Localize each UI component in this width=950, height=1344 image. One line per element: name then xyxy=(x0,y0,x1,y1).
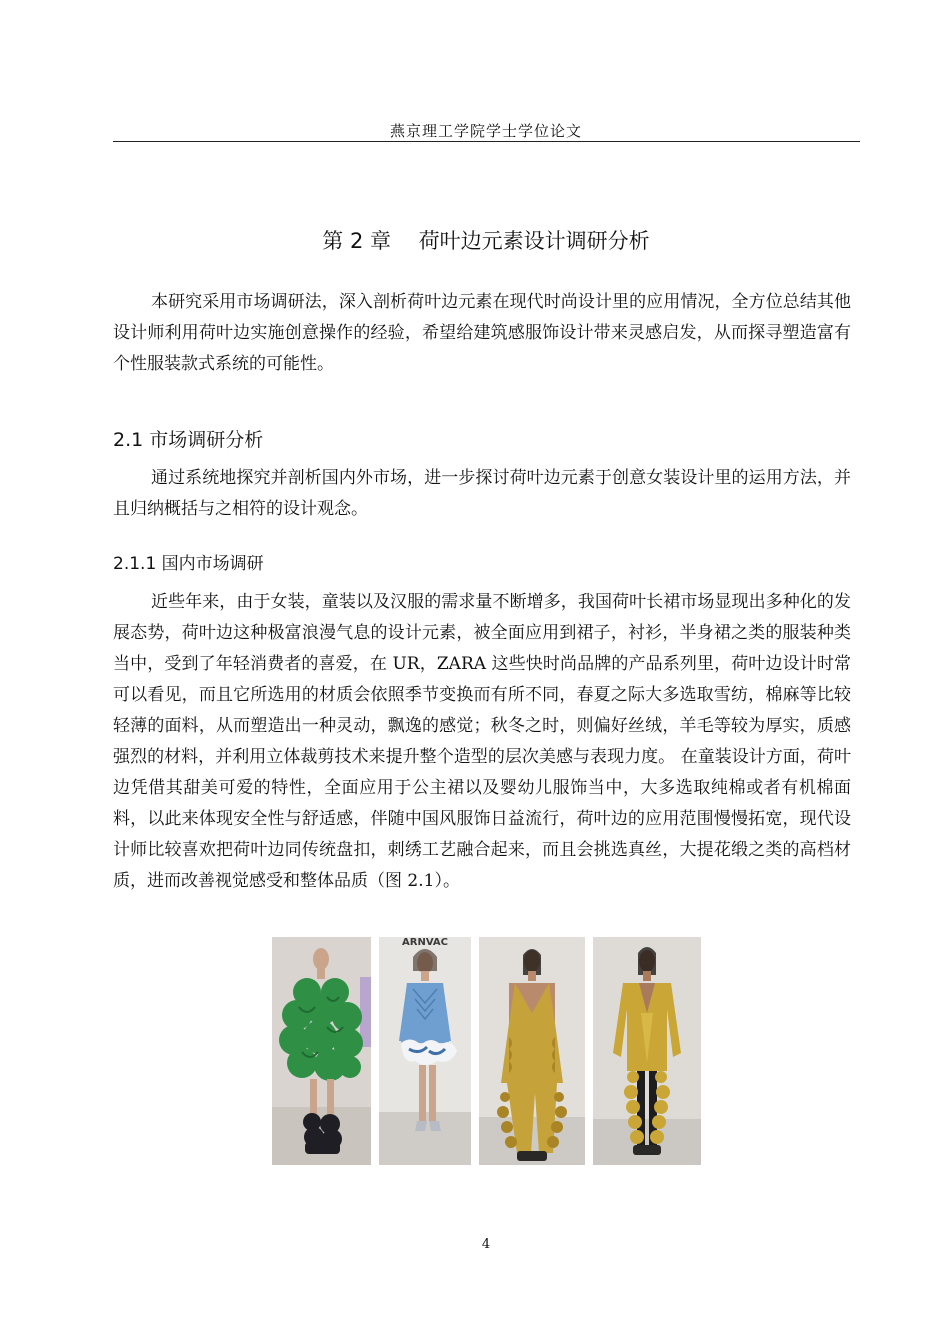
section-heading-2-1: 2.1 市场调研分析 xyxy=(113,429,264,451)
runway-backdrop-text: ARNVAC xyxy=(402,937,448,948)
page-number: 4 xyxy=(481,1237,491,1252)
mustard-blazer-ruffle-photo xyxy=(593,937,701,1165)
section-heading-2-1-1: 2.1.1 国内市场调研 xyxy=(113,554,264,574)
blue-knit-ruffle-dress-photo xyxy=(379,937,471,1165)
intro-paragraph: 本研究采用市场调研法，深入剖析荷叶边元素在现代时尚设计里的应用情况，全方位总结其他设计师利用荷叶边实施创意操作的经验，希望给建筑感服饰设计带来灵感启发，从而探寻塑造富有个性服装款式系统的可能性。 xyxy=(113,292,851,374)
mustard-slip-ruffle-dress-photo xyxy=(479,937,585,1165)
green-ruffle-dress-photo xyxy=(272,937,371,1165)
running-header: 燕京理工学院学士学位论文 xyxy=(389,122,582,140)
section-2-1-1-paragraph: 近些年来，由于女装，童装以及汉服的需求量不断增多，我国荷叶长裙市场显现出多种化的发展态势，荷叶边这种极富浪漫气息的设计元素，被全面应用到裙子，衬衫，半身裙之类的服装种类当中，受到了年轻消费者的喜爱，在 UR，ZARA 这些快时尚品牌的产品系列里，荷叶边设计时常可以看见，而且它所选用的材质会依照季节变换而有所不同，春夏之际大多选取雪纺，棉麻等比较轻薄的面料，从而塑造出一种灵动，飘逸的感觉；秋冬之时，则偏好丝绒，羊毛等较为厚实，质感强烈的材料，并利用立体裁剪技术来提升整个造型的层次美感与表现力度。 在童装设计方面，荷叶边凭借其甜美可爱的特性，全面应用于公主裙以及婴幼儿服饰当中，大多选取纯棉或者有机棉面料，以此来体现安全性与舒适感，伴随中国风服饰日益流行，荷叶边的应用范围慢慢拓宽，现代设计师比较喜欢把荷叶边同传统盘扣，刺绣工艺融合起来，而且会挑选真丝，大提花缎之类的高档材质，进而改善视觉感受和整体品质（图 2.1）。 xyxy=(113,592,851,891)
header-rule xyxy=(113,141,860,142)
chapter-title: 第 2 章 荷叶边元素设计调研分析 xyxy=(322,229,650,253)
section-2-1-paragraph: 通过系统地探究并剖析国内外市场，进一步探讨荷叶边元素于创意女装设计里的运用方法，并且归纳概括与之相符的设计观念。 xyxy=(113,468,851,519)
